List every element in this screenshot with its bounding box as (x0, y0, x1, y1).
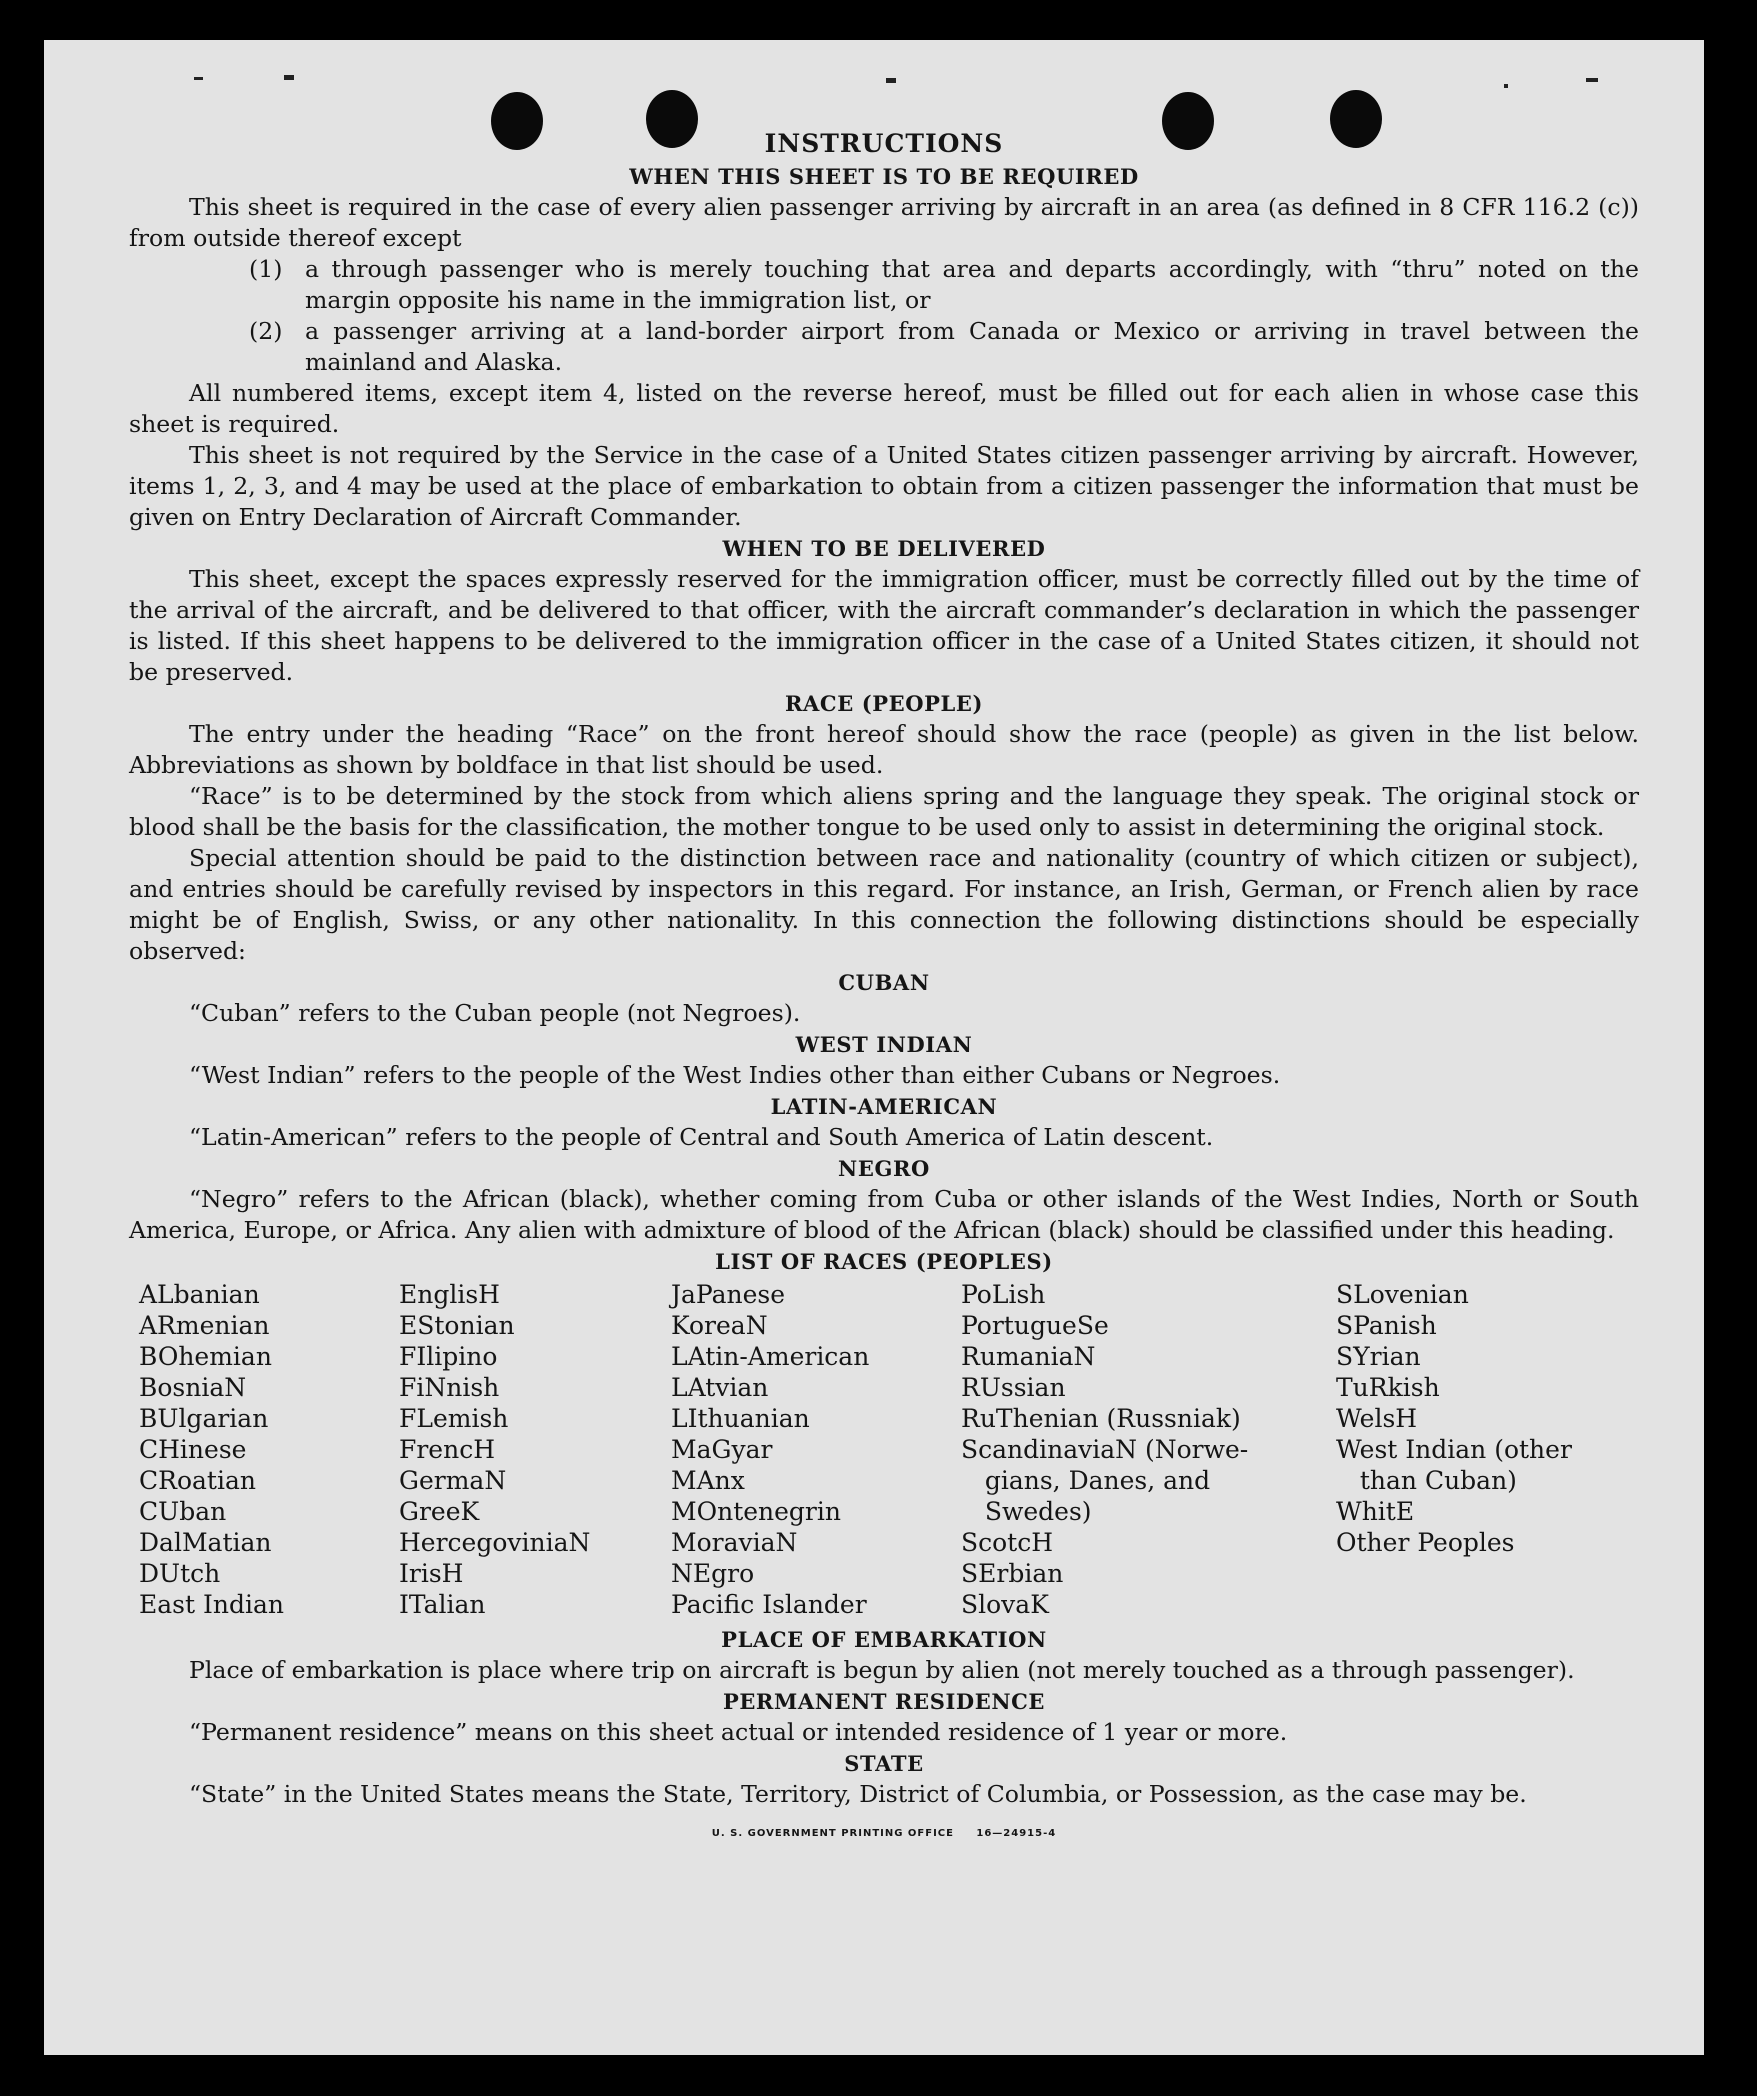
paragraph: Place of embarkation is place where trip on aircraft is begun by alien (not merely touched as a through passenger). (189, 1656, 1575, 1684)
item-text: a through passenger who is merely touching that area and departs accordingly, with “thru” noted on the margin opposite his name in the immigration list, or (305, 255, 1639, 314)
race-item: LAtin-American (671, 1342, 870, 1371)
race-item: RumaniaN (961, 1342, 1096, 1371)
race-item: MAnx (671, 1466, 745, 1495)
race-item: EStonian (399, 1311, 515, 1340)
document-page (44, 40, 1704, 2055)
race-item: SPanish (1336, 1311, 1437, 1340)
race-item: RUssian (961, 1373, 1066, 1402)
race-item: LIthuanian (671, 1404, 810, 1433)
race-item: SLovenian (1336, 1280, 1469, 1309)
race-item: ScotcH (961, 1528, 1054, 1557)
paragraph: “Race” is to be determined by the stock from which aliens spring and the language they speak. The original stock or blood shall be the basis for the classification, the mother tongue to be used only to assist in determining the original stock. (129, 782, 1639, 841)
paragraph: Special attention should be paid to the distinction between race and nationality (country of which citizen or subject), and entries should be carefully revised by inspectors in this regard. For instance, an Irish, German, or French alien by race might be of English, Swiss, or any other nationality. In this connection the following distinctions should be especially observed: (129, 844, 1639, 965)
race-item: ALbanian (139, 1280, 260, 1309)
race-item: BOhemian (139, 1342, 272, 1371)
section-heading: CUBAN (838, 970, 930, 995)
race-item: DalMatian (139, 1528, 272, 1557)
section-heading: RACE (PEOPLE) (784, 691, 984, 716)
race-item: PortugueSe (961, 1311, 1109, 1340)
race-item: BUlgarian (139, 1404, 269, 1433)
section-heading: LATIN-AMERICAN (770, 1094, 998, 1119)
race-item: RuThenian (Russniak) (961, 1404, 1241, 1433)
race-column (129, 1279, 399, 1620)
section-heading: NEGRO (838, 1156, 930, 1181)
race-item: DUtch (139, 1559, 221, 1588)
race-item: LAtvian (671, 1373, 769, 1402)
section-heading: WEST INDIAN (795, 1032, 973, 1057)
race-item: MaGyar (671, 1435, 773, 1464)
race-item: FLemish (399, 1404, 509, 1433)
paragraph: “West Indian” refers to the people of the West Indies other than either Cubans or Negroes. (189, 1061, 1281, 1089)
paragraph: This sheet is not required by the Service in the case of a United States citizen passenger arriving by aircraft. However, items 1, 2, 3, and 4 may be used at the place of embarkation to obtain from a citizen passenger the information that must be given on Entry Declaration of Aircraft Commander. (129, 441, 1639, 531)
race-item: JaPanese (671, 1280, 786, 1309)
list-item (129, 316, 1639, 378)
race-list (129, 1279, 1639, 1620)
race-item: NEgro (671, 1559, 755, 1588)
item-text: a passenger arriving at a land-border airport from Canada or Mexico or arriving in travel between the mainland and Alaska. (305, 317, 1639, 376)
speck-mark (886, 78, 896, 83)
race-column (961, 1279, 1336, 1620)
race-item: MOntenegrin (671, 1497, 841, 1526)
race-item: Pacific Islander (671, 1590, 867, 1619)
paragraph: “Latin-American” refers to the people of Central and South America of Latin descent. (189, 1123, 1214, 1151)
race-column (399, 1279, 671, 1620)
section-heading: WHEN THIS SHEET IS TO BE REQUIRED (629, 164, 1139, 189)
section-heading: STATE (844, 1751, 924, 1776)
race-item: GermaN (399, 1466, 507, 1495)
paragraph: “State” in the United States means the State, Territory, District of Columbia, or Possession, as the case may be. (189, 1780, 1527, 1808)
race-item: KoreaN (671, 1311, 768, 1340)
section-heading: WHEN TO BE DELIVERED (722, 536, 1046, 561)
item-number: (1) (249, 255, 283, 283)
section-heading: LIST OF RACES (PEOPLES) (715, 1249, 1053, 1274)
race-item: CHinese (139, 1435, 247, 1464)
race-item: WelsH (1336, 1404, 1418, 1433)
race-item: ITalian (399, 1590, 486, 1619)
race-item: TuRkish (1336, 1373, 1440, 1402)
race-item: ScandinaviaN (Norwe- (961, 1435, 1249, 1464)
speck-mark (194, 77, 203, 80)
paragraph: This sheet is required in the case of every alien passenger arriving by aircraft in an area (as defined in 8 CFR 116.2 (c)) from outside thereof except (129, 193, 1639, 252)
race-item: Swedes) (961, 1497, 1092, 1526)
speck-mark (1586, 78, 1598, 82)
item-number: (2) (249, 317, 283, 345)
race-item: BosniaN (139, 1373, 247, 1402)
instructions-body (129, 128, 1639, 1849)
paragraph: The entry under the heading “Race” on the front hereof should show the race (people) as given in the list below. Abbreviations as shown by boldface in that list should be used. (129, 720, 1639, 779)
race-item: PoLish (961, 1280, 1046, 1309)
printer-imprint: U. S. GOVERNMENT PRINTING OFFICE 16—24915-4 (711, 1828, 1057, 1839)
race-item: ARmenian (139, 1311, 270, 1340)
race-item: East Indian (139, 1590, 284, 1619)
race-item: Other Peoples (1336, 1528, 1515, 1557)
paragraph: “Permanent residence” means on this sheet actual or intended residence of 1 year or more. (189, 1718, 1288, 1746)
race-item: FrencH (399, 1435, 495, 1464)
race-item: FiNnish (399, 1373, 500, 1402)
race-item: CRoatian (139, 1466, 256, 1495)
race-item: WhitE (1336, 1497, 1415, 1526)
list-item (129, 254, 1639, 316)
paragraph: All numbered items, except item 4, listed on the reverse hereof, must be filled out for each alien in whose case this sheet is required. (129, 379, 1639, 438)
race-item: SErbian (961, 1559, 1064, 1588)
race-item: CUban (139, 1497, 227, 1526)
race-item: GreeK (399, 1497, 480, 1526)
paragraph: “Cuban” refers to the Cuban people (not Negroes). (189, 999, 801, 1027)
race-column (1336, 1279, 1601, 1620)
paragraph: This sheet, except the spaces expressly reserved for the immigration officer, must be correctly filled out by the time of the arrival of the aircraft, and be delivered to that officer, with the aircraft commander’s declaration in which the passenger is listed. If this sheet happens to be delivered to the immigration officer in the case of a United States citizen, it should not be preserved. (129, 565, 1639, 686)
race-item: West Indian (other (1336, 1435, 1572, 1464)
page-title: INSTRUCTIONS (764, 129, 1004, 158)
speck-mark (284, 75, 294, 80)
race-item: gians, Danes, and (961, 1466, 1211, 1495)
race-column (671, 1279, 961, 1620)
race-item: MoraviaN (671, 1528, 798, 1557)
race-item: SYrian (1336, 1342, 1421, 1371)
section-heading: PERMANENT RESIDENCE (722, 1689, 1046, 1714)
section-heading: PLACE OF EMBARKATION (721, 1627, 1047, 1652)
race-item: FIlipino (399, 1342, 498, 1371)
paragraph: “Negro” refers to the African (black), whether coming from Cuba or other islands of the West Indies, North or South America, Europe, or Africa. Any alien with admixture of blood of the African (black) should be classified under this heading. (129, 1185, 1639, 1244)
race-item: EnglisH (399, 1280, 500, 1309)
race-item: SlovaK (961, 1590, 1049, 1619)
speck-mark (1504, 84, 1508, 88)
race-item: IrisH (399, 1559, 464, 1588)
race-item: than Cuban) (1336, 1466, 1517, 1495)
race-item: HercegoviniaN (399, 1528, 591, 1557)
